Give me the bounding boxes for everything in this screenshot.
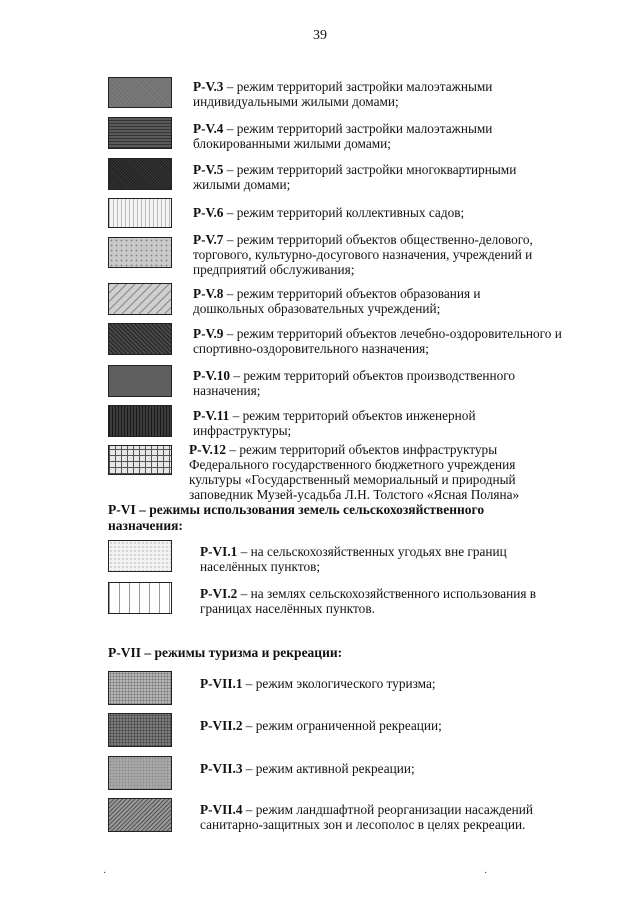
- legend-code: Р-V.8: [193, 286, 224, 301]
- legend-code: Р-V.4: [193, 121, 224, 136]
- legend-code: Р-VI.1: [200, 544, 238, 559]
- legend-code: Р-VI.2: [200, 586, 238, 601]
- legend-text: – режим ограниченной рекреации;: [242, 718, 442, 733]
- legend-text: – режим территорий застройки малоэтажными блокированными жилыми домами;: [193, 121, 493, 151]
- legend-text: – режим территорий застройки малоэтажными индивидуальными жилыми домами;: [193, 79, 493, 109]
- legend-code: Р-VII.3: [200, 761, 243, 776]
- pattern-swatch: [108, 283, 172, 315]
- pattern-swatch: [108, 671, 172, 705]
- pattern-swatch: [108, 405, 172, 437]
- legend-text: – режим территорий объектов инфраструктуры Федерального государственного бюджетного учреждения культуры «Государственный мемориальный и природный заповедник Музей-усадьба Л.Н. Толстого «Ясная Поляна»: [189, 442, 520, 502]
- legend-code: Р-VII.1: [200, 676, 243, 691]
- legend-text: – режим активной рекреации;: [242, 761, 415, 776]
- pattern-swatch: [108, 798, 172, 832]
- legend-text: – режим территорий застройки многоквартирными жилыми домами;: [193, 162, 517, 192]
- legend-code: Р-VII.4: [200, 802, 243, 817]
- legend-text: – режим территорий коллективных садов;: [223, 205, 465, 220]
- legend-text: – режим территорий объектов лечебно-оздоровительного и спортивно-оздоровительного назначения;: [193, 326, 562, 356]
- scan-mark: ·: [103, 868, 107, 879]
- pattern-swatch: [108, 713, 172, 747]
- page-number: 39: [313, 28, 327, 43]
- pattern-swatch: [108, 365, 172, 397]
- pattern-swatch: [108, 323, 172, 355]
- legend-text: – режим территорий объектов производственного назначения;: [193, 368, 516, 398]
- pattern-swatch: [108, 77, 172, 108]
- legend-text: – режим территорий объектов общественно-делового, торгового, культурно-досугового назначения, учреждений и предприятий обслуживания;: [193, 232, 533, 277]
- legend-text: – на сельскохозяйственных угодьях вне границ населённых пунктов;: [200, 544, 507, 574]
- pattern-swatch: [108, 582, 172, 614]
- section-vii-heading: Р-VII – режимы туризма и рекреации:: [108, 645, 343, 660]
- legend-text: – режим территорий объектов инженерной инфраструктуры;: [193, 408, 476, 438]
- pattern-swatch: [108, 756, 172, 790]
- legend-code: Р-V.7: [193, 232, 224, 247]
- pattern-swatch: [108, 445, 172, 475]
- legend-code: Р-V.9: [193, 326, 224, 341]
- pattern-swatch: [108, 237, 172, 268]
- legend-code: Р-V.12: [189, 442, 227, 457]
- pattern-swatch: [108, 117, 172, 149]
- legend-text: – на землях сельскохозяйственного использования в границах населённых пунктов.: [200, 586, 537, 616]
- legend-code: Р-V.6: [193, 205, 224, 220]
- scan-mark: ·: [484, 868, 488, 879]
- legend-text: – режим экологического туризма;: [242, 676, 436, 691]
- legend-text: – режим ландшафтной реорганизации насаждений санитарно-защитных зон и лесополос в целях рекреации.: [200, 802, 534, 832]
- legend-code: Р-VII.2: [200, 718, 243, 733]
- legend-code: Р-V.3: [193, 79, 224, 94]
- legend-code: Р-V.10: [193, 368, 231, 383]
- legend-code: Р-V.11: [193, 408, 230, 423]
- pattern-swatch: [108, 198, 172, 228]
- section-vi-heading: Р-VI – режимы использования земель сельскохозяйственного назначения:: [108, 502, 485, 533]
- pattern-swatch: [108, 540, 172, 572]
- legend-text: – режим территорий объектов образования и дошкольных образовательных учреждений;: [193, 286, 481, 316]
- legend-code: Р-V.5: [193, 162, 224, 177]
- pattern-swatch: [108, 158, 172, 190]
